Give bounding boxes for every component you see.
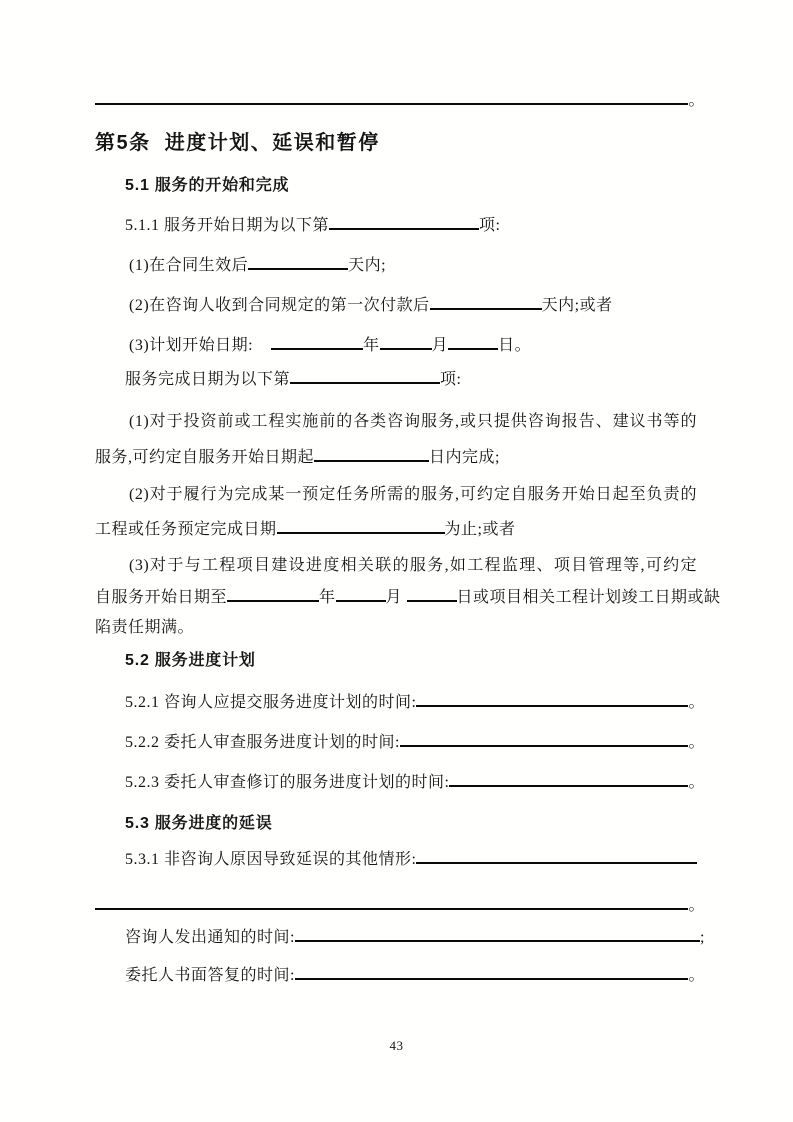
item-2-completion-line1	[129, 480, 697, 510]
text-run: 第5条 进度计划、延误和暂停	[95, 132, 380, 154]
completion-date-lead	[125, 365, 461, 395]
text-run: 年	[363, 337, 380, 354]
text-run: 年	[319, 589, 336, 606]
item-2-start-date	[129, 291, 613, 321]
text-run: (1)对于投资前或工程实施前的各类咨询服务,或只提供咨询报告、建议书等的	[129, 413, 697, 430]
text-run: 自服务开始日期至	[95, 589, 228, 606]
text-run: 5.3 服务进度的延误	[125, 815, 273, 832]
text-run: 咨询人发出通知的时间:	[125, 929, 295, 946]
text-run: 委托人书面答复的时间:	[125, 967, 295, 984]
section-5-3-heading	[125, 809, 273, 839]
text-run: 日或项目相关工程计划竣工日期或缺	[456, 589, 721, 606]
text-run: 。	[688, 897, 705, 914]
blank-underline	[416, 847, 697, 864]
clause-5-1-1	[125, 211, 500, 241]
blank-underline	[380, 333, 432, 350]
text-run: 服务,可约定自服务开始日期起	[95, 449, 315, 466]
text-run: 日。	[498, 337, 532, 354]
client-written-reply-time-line	[125, 961, 705, 991]
item-2-completion-line2	[95, 515, 515, 545]
text-run: 5.1 服务的开始和完成	[125, 177, 290, 194]
blank-underline	[314, 445, 429, 462]
text-run: 工程或任务预定完成日期	[95, 521, 277, 538]
item-3-completion-line2	[95, 583, 721, 613]
text-run: ;	[700, 929, 705, 946]
text-run: 。	[688, 92, 705, 109]
clause-5-2-1	[125, 688, 705, 718]
text-run: 。	[688, 967, 705, 984]
clause-5-2-2	[125, 728, 705, 758]
blank-underline	[227, 585, 319, 602]
blank-underline	[407, 585, 457, 602]
text-run: 5.1.1 服务开始日期为以下第	[125, 217, 330, 234]
rule-middle	[95, 891, 705, 921]
rule-top	[95, 86, 705, 116]
text-run: 5.2 服务进度计划	[125, 652, 256, 669]
text-run: (3)计划开始日期:	[129, 337, 254, 354]
text-run: 日内完成;	[429, 449, 500, 466]
blank-underline	[271, 333, 363, 350]
blank-underline	[95, 893, 688, 910]
clause-5-3-1	[125, 845, 697, 875]
article-5-heading	[95, 126, 380, 160]
text-run: 服务完成日期为以下第	[125, 371, 291, 388]
blank-underline	[277, 517, 445, 534]
blank-underline	[295, 963, 689, 980]
text-run: 为止;或者	[444, 521, 516, 538]
blank-underline	[248, 253, 348, 270]
text-run: 月	[385, 589, 407, 606]
text-run: (1)在合同生效后	[129, 257, 249, 274]
clause-5-2-3	[125, 768, 705, 798]
text-run: (2)对于履行为完成某一预定任务所需的服务,可约定自服务开始日起至负责的	[129, 486, 697, 503]
text-run: 项:	[479, 217, 501, 234]
text-run: 天内;	[348, 257, 387, 274]
blank-underline	[448, 333, 498, 350]
text-run: 项:	[440, 371, 462, 388]
text-run: 5.2.3 委托人审查修订的服务进度计划的时间:	[125, 774, 450, 791]
text-run: 。	[688, 774, 705, 791]
text-run: 天内;或者	[541, 297, 613, 314]
text-run: (3)对于与工程项目建设进度相关联的服务,如工程监理、项目管理等,可约定	[129, 557, 697, 574]
text-run: 陷责任期满。	[95, 619, 195, 636]
text-run: 。	[688, 734, 705, 751]
text-run: 5.2.1 咨询人应提交服务进度计划的时间:	[125, 694, 417, 711]
section-5-1-heading	[125, 171, 289, 201]
section-5-2-heading	[125, 646, 256, 676]
blank-underline	[329, 213, 479, 230]
text-run: 。	[688, 694, 705, 711]
text-run: 5.2.2 委托人审查服务进度计划的时间:	[125, 734, 400, 751]
item-1-completion-line1	[129, 407, 697, 437]
text-run: 月	[431, 337, 449, 354]
blank-underline	[416, 690, 688, 707]
page-number: 43	[389, 1038, 404, 1053]
blank-underline	[95, 88, 688, 105]
text-run: 5.3.1 非咨询人原因导致延误的其他情形:	[125, 851, 417, 868]
spacer	[253, 349, 271, 350]
blank-underline	[295, 925, 700, 942]
item-3-start-date	[129, 331, 531, 361]
item-1-start-date	[129, 251, 386, 281]
item-3-completion-line1	[129, 551, 697, 581]
item-1-completion-line2	[95, 443, 500, 473]
item-3-completion-line3	[95, 613, 194, 643]
blank-underline	[430, 293, 542, 310]
blank-underline	[290, 367, 440, 384]
consultant-notice-time-line	[125, 923, 705, 953]
text-run: (2)在咨询人收到合同规定的第一次付款后	[129, 297, 430, 314]
blank-underline	[400, 730, 689, 747]
blank-underline	[449, 770, 688, 787]
blank-underline	[336, 585, 386, 602]
